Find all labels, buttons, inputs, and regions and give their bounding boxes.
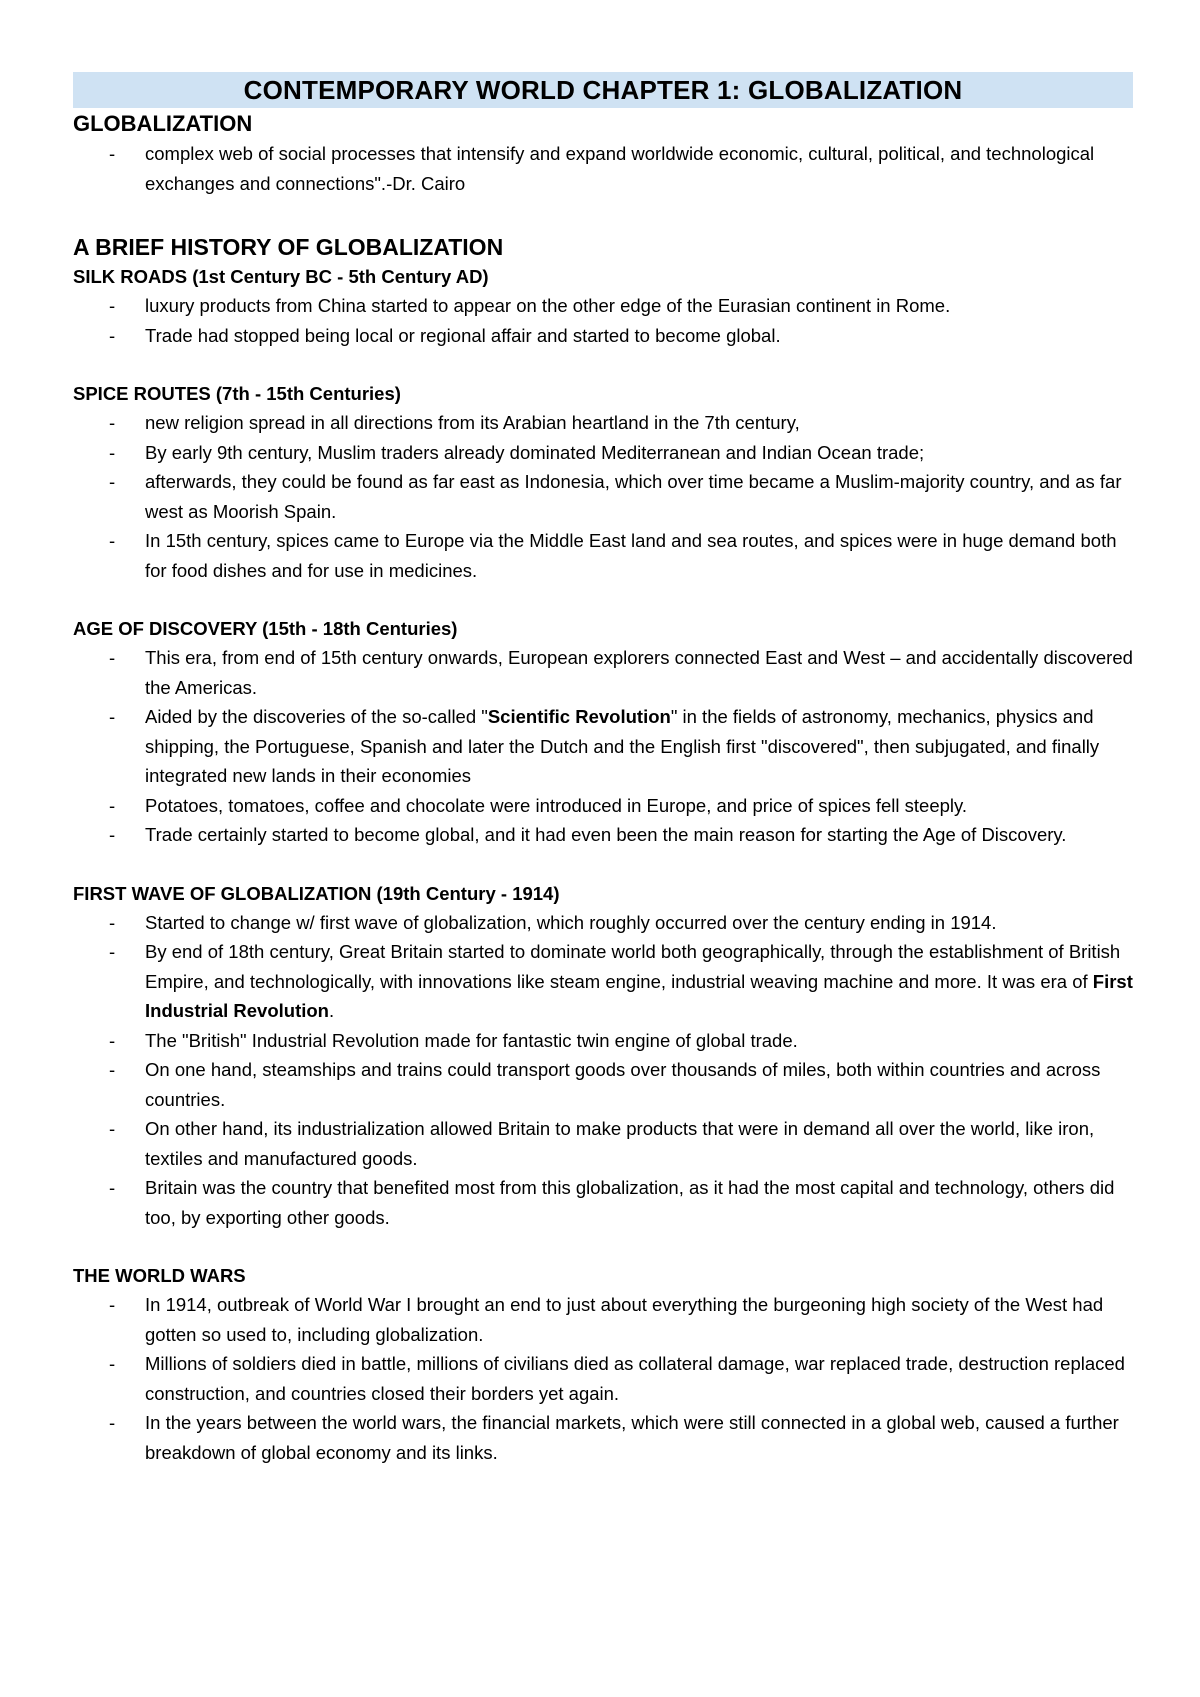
list-item: - On other hand, its industrialization allowed Britain to make products that were in demand all over the world, like iron, textiles and manufactured goods.: [73, 1114, 1133, 1173]
list-item: [73, 937, 1133, 1026]
list-item: - luxury products from China started to appear on the other edge of the Eurasian continent in Rome.: [73, 291, 1133, 321]
bold-term: Scientific Revolution: [487, 706, 671, 727]
list-item: - afterwards, they could be found as far east as Indonesia, which over time became a Muslim-majority country, and as far west as Moorish Spain.: [73, 467, 1133, 526]
text-segment: Aided by the discoveries of the so-called ": [145, 706, 488, 727]
history-heading: A BRIEF HISTORY OF GLOBALIZATION: [73, 234, 504, 260]
silk-roads-list: [73, 291, 1133, 350]
list-item: - Potatoes, tomatoes, coffee and chocolate were introduced in Europe, and price of spices fell steeply.: [73, 791, 1133, 821]
age-of-discovery-list: [73, 643, 1133, 850]
first-wave-heading: FIRST WAVE OF GLOBALIZATION (19th Century - 1914): [73, 882, 560, 904]
text-segment: " in the fields of astronomy, mechanics, physics and shipping, the Portuguese, Spanish and later the Dutch and the English first "discovered", then subjugated, and finally integrated new lands in their economies: [145, 706, 1100, 786]
silk-roads-heading: SILK ROADS (1st Century BC - 5th Century AD): [73, 266, 489, 287]
list-item: - complex web of social processes that intensify and expand worldwide economic, cultural, political, and technological exchanges and connections".-Dr. Cairo: [73, 139, 1133, 198]
bold-term: First Industrial Revolution: [145, 970, 1133, 1021]
list-item: - new religion spread in all directions from its Arabian heartland in the 7th century,: [73, 408, 1133, 438]
list-item: - In 1914, outbreak of World War I brought an end to just about everything the burgeoning high society of the West had gotten so used to, including globalization.: [73, 1290, 1133, 1349]
document-title: CONTEMPORARY WORLD CHAPTER 1: GLOBALIZATION: [73, 72, 1133, 108]
list-item: - By early 9th century, Muslim traders already dominated Mediterranean and Indian Ocean trade;: [73, 438, 1133, 468]
spice-routes-list: [73, 408, 1133, 585]
list-item: - In 15th century, spices came to Europe via the Middle East land and sea routes, and spices were in huge demand both for food dishes and for use in medicines.: [73, 526, 1133, 585]
list-item: - Millions of soldiers died in battle, millions of civilians died as collateral damage, war replaced trade, destruction replaced construction, and countries closed their borders yet again.: [73, 1349, 1133, 1408]
text-segment: .: [328, 1000, 335, 1021]
list-item: - Trade certainly started to become global, and it had even been the main reason for starting the Age of Discovery.: [73, 820, 1133, 850]
spice-routes-heading: SPICE ROUTES (7th - 15th Centuries): [73, 383, 401, 404]
document-page: [73, 72, 1133, 1467]
globalization-heading: GLOBALIZATION: [73, 111, 253, 136]
list-item: [73, 702, 1133, 791]
globalization-list: [73, 139, 1133, 198]
world-wars-heading: THE WORLD WARS: [73, 1265, 246, 1286]
list-item: - On one hand, steamships and trains could transport goods over thousands of miles, both within countries and across countries.: [73, 1055, 1133, 1114]
world-wars-list: [73, 1290, 1133, 1467]
list-item: - In the years between the world wars, the financial markets, which were still connected in a global web, caused a further breakdown of global economy and its links.: [73, 1408, 1133, 1467]
list-item: - Britain was the country that benefited most from this globalization, as it had the most capital and technology, others did too, by exporting other goods.: [73, 1173, 1133, 1232]
list-item: - The "British" Industrial Revolution made for fantastic twin engine of global trade.: [73, 1026, 1133, 1056]
age-of-discovery-heading: AGE OF DISCOVERY (15th - 18th Centuries): [73, 618, 458, 639]
text-segment: By end of 18th century, Great Britain started to dominate world both geographically, through the establishment of British Empire, and technologically, with innovations like steam engine, industrial weaving machine and more. It was era of: [145, 941, 1121, 992]
first-wave-list: [73, 908, 1133, 1233]
list-item: - Started to change w/ first wave of globalization, which roughly occurred over the century ending in 1914.: [73, 908, 1133, 938]
list-item: - Trade had stopped being local or regional affair and started to become global.: [73, 321, 1133, 351]
list-item: - This era, from end of 15th century onwards, European explorers connected East and West – and accidentally discovered the Americas.: [73, 643, 1133, 702]
